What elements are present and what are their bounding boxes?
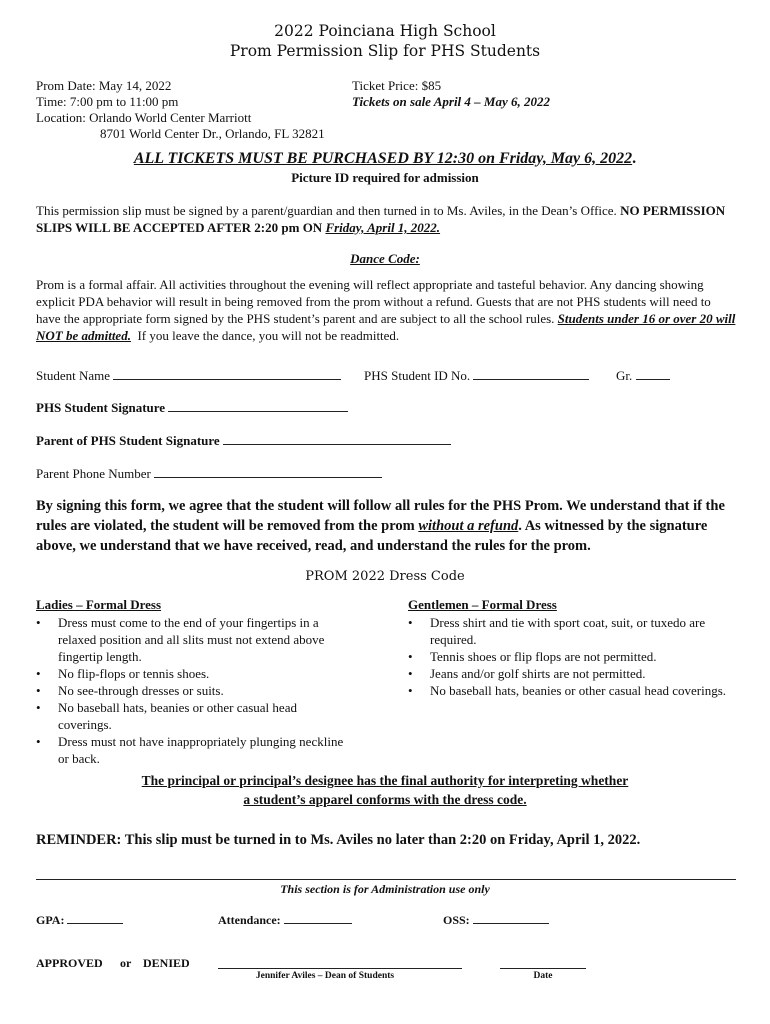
authority-line-1: The principal or principal’s designee has the final authority for interpreting whether <box>141 773 629 788</box>
student-signature-label: PHS Student Signature <box>36 400 166 415</box>
list-item: • No baseball hats, beanies or other casual head coverings. <box>36 700 297 732</box>
permission-bold-date: Friday, April 1, 2022. <box>325 220 441 235</box>
ticket-deadline-period: . <box>632 150 637 167</box>
grade-line[interactable] <box>636 368 670 380</box>
agreement-paragraph <box>36 496 736 556</box>
or-label: or <box>120 956 132 970</box>
student-name-line[interactable] <box>113 368 341 380</box>
bullet-icon: • <box>36 666 41 681</box>
parent-phone-line[interactable] <box>154 466 382 478</box>
parent-signature-field[interactable] <box>36 433 451 449</box>
gpa-line[interactable] <box>67 912 123 924</box>
student-id-label: PHS Student ID No. <box>364 368 471 383</box>
dress-code-heading: PROM 2022 Dress Code <box>305 569 465 584</box>
permission-bold-text: PERMISSION SLIPS WILL BE ACCEPTED AFTER 2:20 pm ON <box>36 203 726 235</box>
bullet-icon: • <box>408 666 413 681</box>
student-id-line[interactable] <box>473 368 589 380</box>
dance-code-heading: Dance Code: <box>350 251 420 266</box>
tickets-on-sale: Tickets on sale April 4 – May 6, 2022 <box>352 94 551 109</box>
prom-address: 8701 World Center Dr., Orlando, FL 32821 <box>100 126 325 141</box>
authority-line-2: a student’s apparel conforms with the dress code. <box>243 792 527 807</box>
student-name-field[interactable] <box>36 368 341 384</box>
ticket-price: Ticket Price: $85 <box>352 78 442 93</box>
dance-code-text: Prom is a formal affair. All activities throughout the evening will reflect appropriate and tasteful behavior. Any dancing showing explicit PDA behavior will result in being removed from the prom without a refund. Guests that are not PHS students will need to have the appropriate form signed by the PHS student’s parent and are subject to all the school rules. <box>36 277 711 326</box>
ticket-deadline-text: ALL TICKETS MUST BE PURCHASED BY 12:30 on Friday, May 6, 2022 <box>133 150 633 167</box>
gentlemen-heading: Gentlemen – Formal Dress <box>408 597 557 612</box>
approved-option[interactable]: APPROVED <box>36 956 103 970</box>
bullet-icon: • <box>36 683 41 698</box>
attendance-label: Attendance: <box>218 913 281 927</box>
ladies-heading: Ladies – Formal Dress <box>36 597 162 612</box>
gpa-field[interactable] <box>36 912 123 928</box>
student-name-label: Student Name <box>36 368 111 383</box>
list-item: • Dress must come to the end of your fingertips in a relaxed position and all slits must not extend above fingertip length. <box>36 615 325 664</box>
attendance-line[interactable] <box>284 912 352 924</box>
reminder-text: REMINDER: This slip must be turned in to Ms. Aviles no later than 2:20 on Friday, April 1, 2022. <box>36 832 641 848</box>
dean-signature-line[interactable] <box>218 956 462 969</box>
attendance-field[interactable] <box>218 912 352 928</box>
permission-paragraph <box>36 202 736 236</box>
ladies-list <box>36 614 346 767</box>
bullet-icon: • <box>36 734 41 749</box>
permission-bold-no: NO <box>620 203 640 218</box>
list-item: • No see-through dresses or suits. <box>36 683 224 698</box>
grade-field[interactable] <box>616 368 670 384</box>
student-signature-field[interactable] <box>36 400 348 416</box>
oss-field[interactable] <box>443 912 549 928</box>
bullet-icon: • <box>408 649 413 664</box>
student-signature-line[interactable] <box>168 400 348 412</box>
list-item: • Jeans and/or golf shirts are not permitted. <box>408 666 646 681</box>
denied-option[interactable]: DENIED <box>143 956 190 970</box>
admin-divider <box>36 879 736 880</box>
date-label: Date <box>533 971 553 981</box>
prom-time: Time: 7:00 pm to 11:00 pm <box>36 94 179 109</box>
list-item: • Tennis shoes or flip flops are not permitted. <box>408 649 657 664</box>
gentlemen-list <box>408 614 728 699</box>
school-title: 2022 Poinciana High School <box>274 22 496 40</box>
agreement-text-2: . As witnessed by the signature above, we understand that we have received, read, and understand the rules for the prom. <box>36 518 708 554</box>
bullet-icon: • <box>408 615 413 630</box>
readmit-note: If you leave the dance, you will not be readmitted. <box>137 328 400 343</box>
list-item: • No flip-flops or tennis shoes. <box>36 666 210 681</box>
parent-phone-label: Parent Phone Number <box>36 466 151 481</box>
parent-signature-line[interactable] <box>223 433 451 445</box>
ticket-deadline <box>0 150 770 168</box>
student-id-field[interactable] <box>364 368 589 384</box>
parent-signature-label: Parent of PHS Student Signature <box>36 433 220 448</box>
parent-phone-field[interactable] <box>36 466 382 482</box>
list-item: • Dress shirt and tie with sport coat, suit, or tuxedo are required. <box>408 615 706 647</box>
grade-label: Gr. <box>616 368 633 383</box>
gpa-label: GPA: <box>36 913 65 927</box>
permission-text: This permission slip must be signed by a parent/guardian and then turned in to Ms. Aviles, in the Dean’s Office. <box>36 203 617 218</box>
prom-location: Location: Orlando World Center Marriott <box>36 110 252 125</box>
agreement-text-1: By signing this form, we agree that the student will follow all rules for the PHS Prom. We understand that if the rules are violated, the student will be removed from the prom <box>36 498 725 534</box>
oss-line[interactable] <box>473 912 549 924</box>
dean-label: Jennifer Aviles – Dean of Students <box>255 971 395 981</box>
age-rule: Students under 16 or over 20 will NOT be admitted. <box>36 311 736 343</box>
picture-id-note: Picture ID required for admission <box>291 170 479 185</box>
bullet-icon: • <box>408 683 413 698</box>
admin-note: This section is for Administration use only <box>280 882 490 896</box>
bullet-icon: • <box>36 615 41 630</box>
date-line[interactable] <box>500 956 586 969</box>
form-subtitle: Prom Permission Slip for PHS Students <box>229 42 541 60</box>
bullet-icon: • <box>36 700 41 715</box>
list-item: • No baseball hats, beanies or other casual head coverings. <box>408 683 727 698</box>
agreement-refund: without a refund <box>418 518 519 534</box>
list-item: • Dress must not have inappropriately plunging neckline or back. <box>36 734 344 766</box>
oss-label: OSS: <box>443 913 470 927</box>
dance-code-paragraph <box>36 276 736 344</box>
prom-date: Prom Date: May 14, 2022 <box>36 78 172 93</box>
